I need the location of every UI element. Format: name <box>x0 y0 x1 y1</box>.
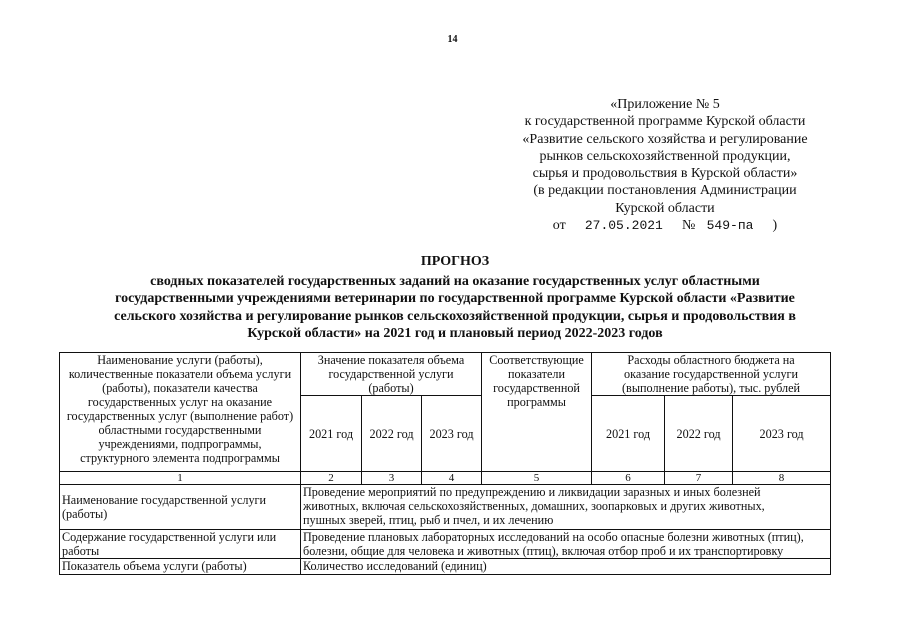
row-value: Проведение плановых лабораторных исследований на особо опасные болезни животных (птиц), болезни, общие для человека и животных (птиц), включая отбор проб и их транспортировку <box>301 530 831 559</box>
row-value: Проведение мероприятий по предупреждению и ликвидации заразных и иных болезней животных, включая сельскохозяйственных, домашних, зоопарковых и других животных, пушных зверей, птиц, рыб и пчел, и их лечению <box>301 485 831 530</box>
column-number: 1 <box>60 472 301 485</box>
document-title <box>60 253 850 343</box>
header-year: 2023 год <box>733 396 831 472</box>
column-number: 3 <box>362 472 422 485</box>
page-number: 14 <box>447 34 458 45</box>
sign-date: 27.05.2021 <box>569 218 679 234</box>
header-row <box>60 353 831 396</box>
sign-suffix: ) <box>772 218 778 234</box>
appendix-line: «Приложение № 5 <box>610 97 720 112</box>
table-row <box>60 530 831 559</box>
appendix-line: (в редакции постановления Администрации <box>533 183 797 199</box>
sign-prefix: от <box>552 218 566 234</box>
row-label: Содержание государственной услуги или работы <box>60 530 301 559</box>
row-value: Количество исследований (единиц) <box>301 559 831 575</box>
title-line: сельского хозяйства и регулирование рынков сельскохозяйственной продукции, сырья и продовольствия в <box>114 308 796 324</box>
header-year: 2022 год <box>362 396 422 472</box>
row-label: Показатель объема услуги (работы) <box>60 559 301 575</box>
header-year: 2023 год <box>422 396 482 472</box>
title-line: Курской области» на 2021 год и плановый период 2022-2023 годов <box>247 326 663 341</box>
column-number: 8 <box>733 472 831 485</box>
appendix-line: «Развитие сельского хозяйства и регулирование <box>522 131 808 147</box>
signature-line <box>500 217 830 234</box>
appendix-line: рынков сельскохозяйственной продукции, <box>539 148 791 164</box>
column-number-row <box>60 472 831 485</box>
table-row <box>60 485 831 530</box>
header-volume: Значение показателя объема государственной услуги (работы) <box>301 353 482 396</box>
header-year: 2021 год <box>592 396 665 472</box>
header-program: Соответствующие показатели государственной программы <box>482 353 592 472</box>
appendix-line: Курской области <box>615 200 715 216</box>
sign-number: 549-па <box>698 218 770 234</box>
column-number: 7 <box>665 472 733 485</box>
table-row <box>60 559 831 575</box>
header-year: 2021 год <box>301 396 362 472</box>
column-number: 4 <box>422 472 482 485</box>
title-line: государственными учреждениями ветеринарии по государственной программе Курской области «Развитие <box>115 291 795 306</box>
appendix-line: сырья и продовольствия в Курской области» <box>532 166 798 182</box>
header-col1: Наименование услуги (работы), количественные показатели объема услуги (работы), показатели качества государственных услуг на оказание государственных услуг (выполнение работ) областными государственными учреждениями, подпрограммы, структурного элемента подпрограммы <box>60 353 301 472</box>
column-number: 6 <box>592 472 665 485</box>
sign-no-label: № <box>681 218 696 234</box>
header-budget: Расходы областного бюджета на оказание государственной услуги (выполнение работы), тыс. рублей <box>592 353 831 396</box>
appendix-block <box>500 96 830 234</box>
header-year: 2022 год <box>665 396 733 472</box>
title-heading: ПРОГНОЗ <box>420 254 490 269</box>
column-number: 5 <box>482 472 592 485</box>
row-label: Наименование государственной услуги (работы) <box>60 485 301 530</box>
appendix-line: к государственной программе Курской области <box>524 114 806 130</box>
column-number: 2 <box>301 472 362 485</box>
title-line: сводных показателей государственных заданий на оказание государственных услуг областными <box>150 273 760 289</box>
forecast-table <box>59 352 831 575</box>
